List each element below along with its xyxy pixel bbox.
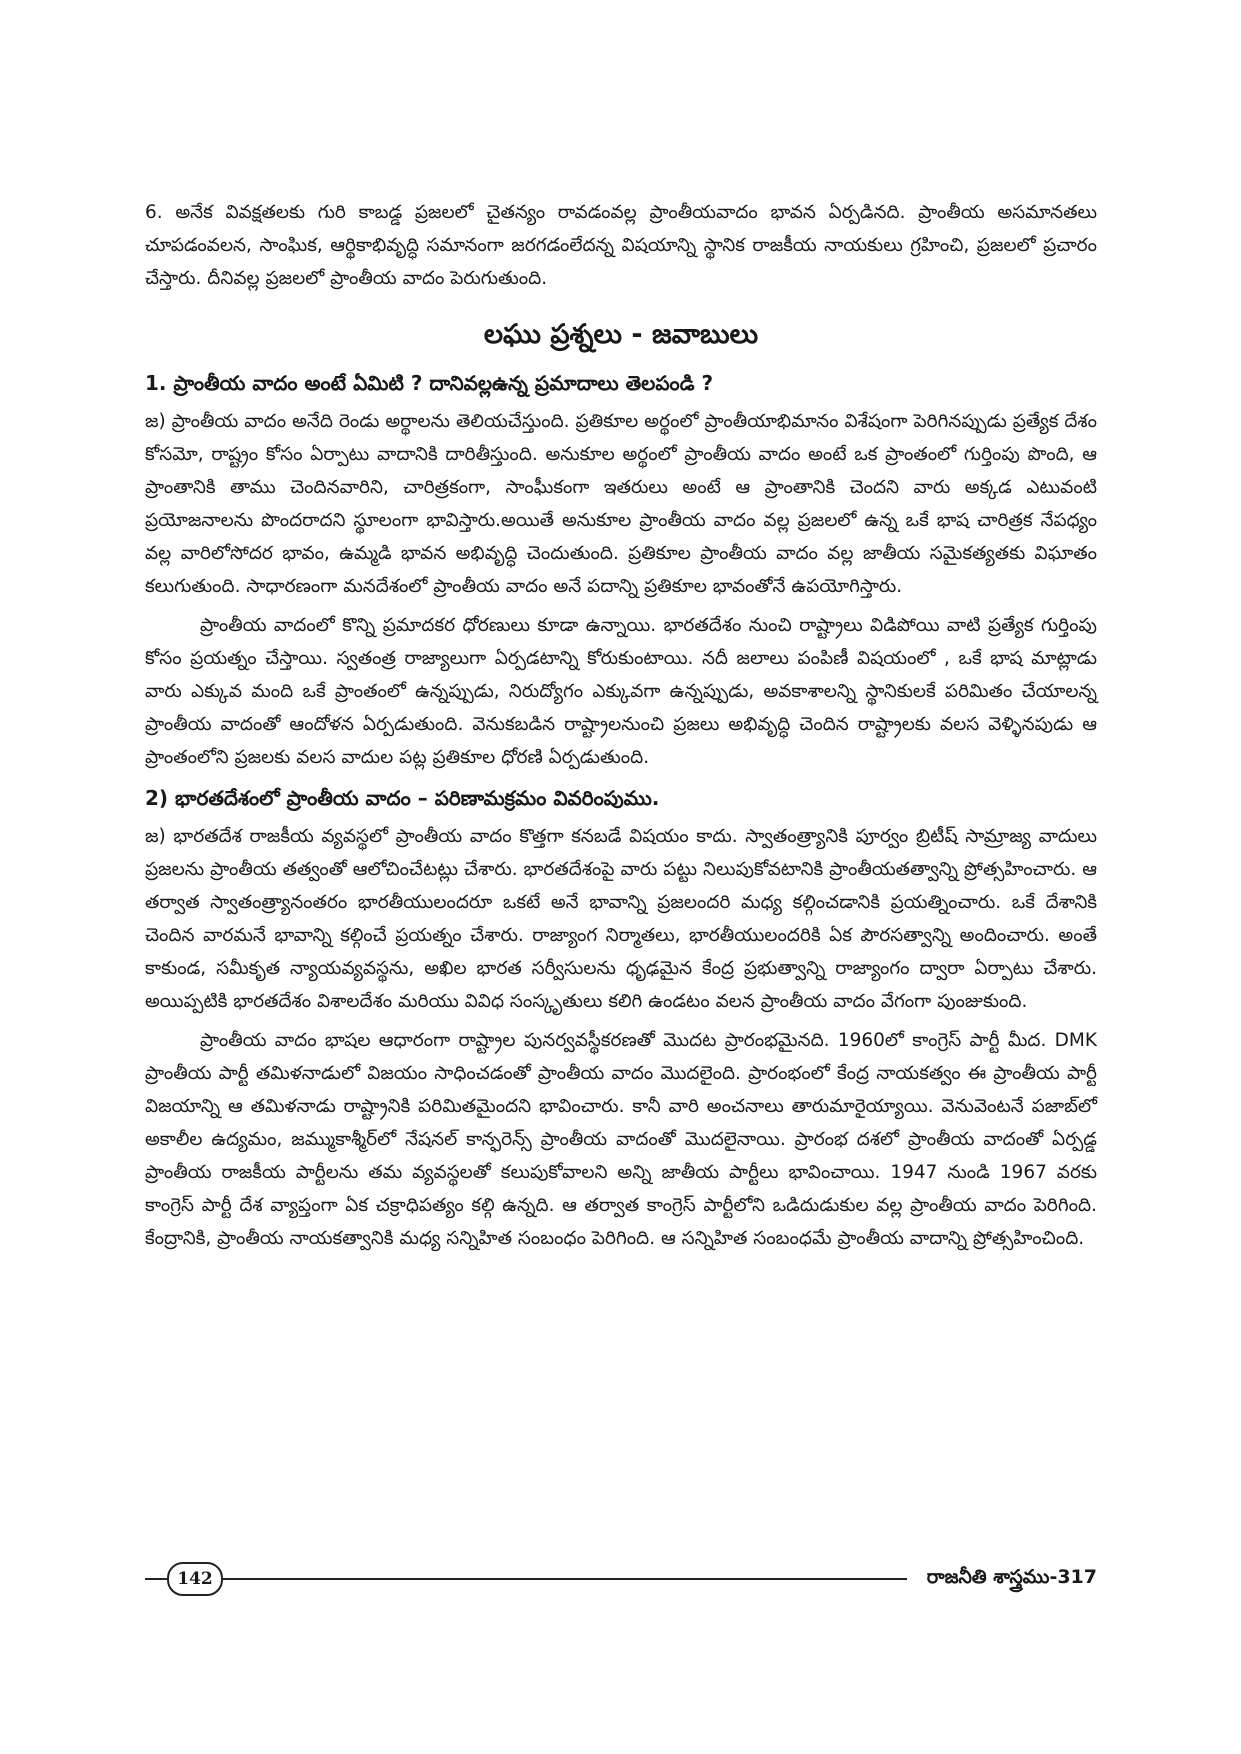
answer-1-paragraph-2: ప్రాంతీయ వాదంలో కొన్ని ప్రమాదకర ధోరణులు కూడా ఉన్నాయి. భారతదేశం నుంచి రాష్ట్రాలు విడిపోయి వాటి ప్రత్యేక గుర్తింపు కోసం ప్రయత్నం చేస్తాయి. స్వతంత్ర రాజ్యాలుగా ఏర్పడటాన్ని కోరుకుంటాయి. నదీ జలాలు పంపిణీ విషయంలో , ఒకే భాష మాట్లాడు వారు ఎక్కువ మంది ఒకే ప్రాంతంలో ఉన్నప్పుడు, నిరుద్యోగం ఎక్కువగా ఉన్నప్పుడు, అవకాశాలన్ని స్థానికులకే పరిమితం చేయాలన్న ప్రాంతీయ వాదంతో ఆందోళన ఏర్పడుతుంది. వెనుకబడిన రాష్ట్రాలనుంచి ప్రజలు అభివృద్ధి చెందిన రాష్ట్రాలకు వలస వెళ్ళినపుడు ఆ ప్రాంతంలోని ప్రజలకు వలస వాదుల పట్ల ప్రతికూల ధోరణి ఏర్పడుతుంది. bbox=[145, 615, 1097, 768]
section-heading: లఘు ప్రశ్నలు - జవాబులు bbox=[483, 319, 759, 350]
footer-rule bbox=[197, 1578, 907, 1580]
answer-2-paragraph-1: జ) భారతదేశ రాజకీయ వ్యవస్థలో ప్రాంతీయ వాదం కొత్తగా కనబడే విషయం కాదు. స్వాతంత్ర్యానికి పూర్వం బ్రిటీష్ సామ్రాజ్య వాదులు ప్రజలను ప్రాంతీయ తత్వంతో ఆలోచించేటట్లు చేశారు. భారతదేశంపై వారు పట్టు నిలుపుకోవటానికి ప్రాంతీయతత్వాన్ని ప్రోత్సహించారు. ఆ తర్వాత స్వాతంత్ర్యానంతరం భారతీయులందరూ ఒకటే అనే భావాన్ని ప్రజలందరి మధ్య కల్గించడానికి ప్రయత్నించారు. ఒకే దేశానికి చెందిన వారమనే భావాన్ని కల్గించే ప్రయత్నం చేశారు. రాజ్యాంగ నిర్మాతలు, భారతీయులందరికి ఏక పౌరసత్వాన్ని అందించారు. అంతే కాకుండ, సమీకృత న్యాయవ్యవస్థను, అఖిల భారత సర్వీసులను ధృఢమైన కేంద్ర ప్రభుత్వాన్ని రాజ్యాంగం ద్వారా ఏర్పాటు చేశారు. అయిప్పటికి భారతదేశం విశాలదేశం మరియు వివిధ సంస్కృతులు కలిగి ఉండటం వలన ప్రాంతీయ వాదం వేగంగా పుంజుకుంది. bbox=[145, 826, 1097, 1012]
paragraph-6: 6. అనేక వివక్షతలకు గురి కాబడ్డ ప్రజలలో చైతన్యం రావడంవల్ల ప్రాంతీయవాదం భావన ఏర్పడినది. ప్రాంతీయ అసమానతలు చూపడంవలన, సాంఘిక, ఆర్థికాభివృద్ధి సమానంగా జరగడంలేదన్న విషయాన్ని స్థానిక రాజకీయ నాయకులు గ్రహించి, ప్రజలలో ప్రచారం చేస్తారు. దీనివల్ల ప్రజలలో ప్రాంతీయ వాదం పెరుగుతుంది. bbox=[145, 202, 1097, 289]
page-number: 142 bbox=[167, 1562, 223, 1596]
footer-rule-left bbox=[145, 1578, 169, 1580]
page-body bbox=[145, 196, 1097, 1255]
question-1: 1. ప్రాంతీయ వాదం అంటే ఏమిటి ? దానివల్లఉన్న ప్రమాదాలు తెలపండి ? bbox=[145, 371, 714, 395]
answer-1-paragraph-1: జ) ప్రాంతీయ వాదం అనేది రెండు అర్థాలను తెలియచేస్తుంది. ప్రతికూల అర్థంలో ప్రాంతీయాభిమానం విశేషంగా పెరిగినప్పుడు ప్రత్యేక దేశం కోసమో, రాష్ట్రం కోసం ఏర్పాటు వాదానికి దారితీస్తుంది. అనుకూల అర్థంలో ప్రాంతీయ వాదం అంటే ఒక ప్రాంతంలో గుర్తింపు పొంది, ఆ ప్రాంతానికి తాము చెందినవారిని, చారిత్రకంగా, సాంఘీకంగా ఇతరులు అంటే ఆ ప్రాంతానికి చెందని వారు అక్కడ ఎటువంటి ప్రయోజనాలను పొందరాదని స్థూలంగా భావిస్తారు.అయితే అనుకూల ప్రాంతీయ వాదం వల్ల ప్రజలలో ఉన్న ఒకే భాష చారిత్రక నేపధ్యం వల్ల వారిలోసోదర భావం, ఉమ్మడి భావన అభివృద్ధి చెందుతుంది. ప్రతికూల ప్రాంతీయ వాదం వల్ల జాతీయ సమైకత్యతకు విఘాతం కలుగుతుంది. సాధారణంగా మనదేశంలో ప్రాంతీయ వాదం అనే పదాన్ని ప్రతికూల భావంతోనే ఉపయోగిస్తారు. bbox=[145, 411, 1097, 597]
answer-2-paragraph-2: ప్రాంతీయ వాదం భాషల ఆధారంగా రాష్ట్రాల పునర్వవస్థీకరణతో మొదట ప్రారంభమైనది. 1960లో కాంగ్రెస్ పార్టీ మీద. DMK ప్రాంతీయ పార్టీ తమిళనాడులో విజయం సాధించడంతో ప్రాంతీయ వాదం మొదలైంది. ప్రారంభంలో కేంద్ర నాయకత్వం ఈ ప్రాంతీయ పార్టీ విజయాన్ని ఆ తమిళనాడు రాష్ట్రానికి పరిమితమైందని భావించారు. కానీ వారి అంచనాలు తారుమారైయ్యాయి. వెనువెంటనే పజాబ్‌లో అకాలీల ఉద్యమం, జమ్ముకాశ్మీర్‌లో నేషనల్ కాన్ఫరెన్స్ ప్రాంతీయ వాదంతో మొదలైనాయి. ప్రారంభ దశలో ప్రాంతీయ వాదంతో ఏర్పడ్డ ప్రాంతీయ రాజకీయ పార్టీలను తమ వ్యవస్థలతో కలుపుకోవాలని అన్ని జాతీయ పార్టీలు భావించాయి. 1947 నుండి 1967 వరకు కాంగ్రెస్ పార్టీ దేశ వ్యాప్తంగా ఏక చక్రాధిపత్యం కల్గి ఉన్నది. ఆ తర్వాత కాంగ్రెస్ పార్టీలోని ఒడిదుడుకుల వల్ల ప్రాంతీయ వాదం పెరిగింది. కేంద్రానికి, ప్రాంతీయ నాయకత్వానికి మధ్య సన్నిహిత సంబంధం పెరిగింది. ఆ సన్నిహిత సంబంధమే ప్రాంతీయ వాదాన్ని ప్రోత్సహించింది. bbox=[145, 1030, 1097, 1249]
page-footer bbox=[145, 1560, 1097, 1596]
book-reference: రాజనీతి శాస్త్రము-317 bbox=[926, 1566, 1097, 1588]
question-2: 2) భారతదేశంలో ప్రాంతీయ వాదం – పరిణామక్రమం వివరింపుము. bbox=[145, 786, 660, 810]
